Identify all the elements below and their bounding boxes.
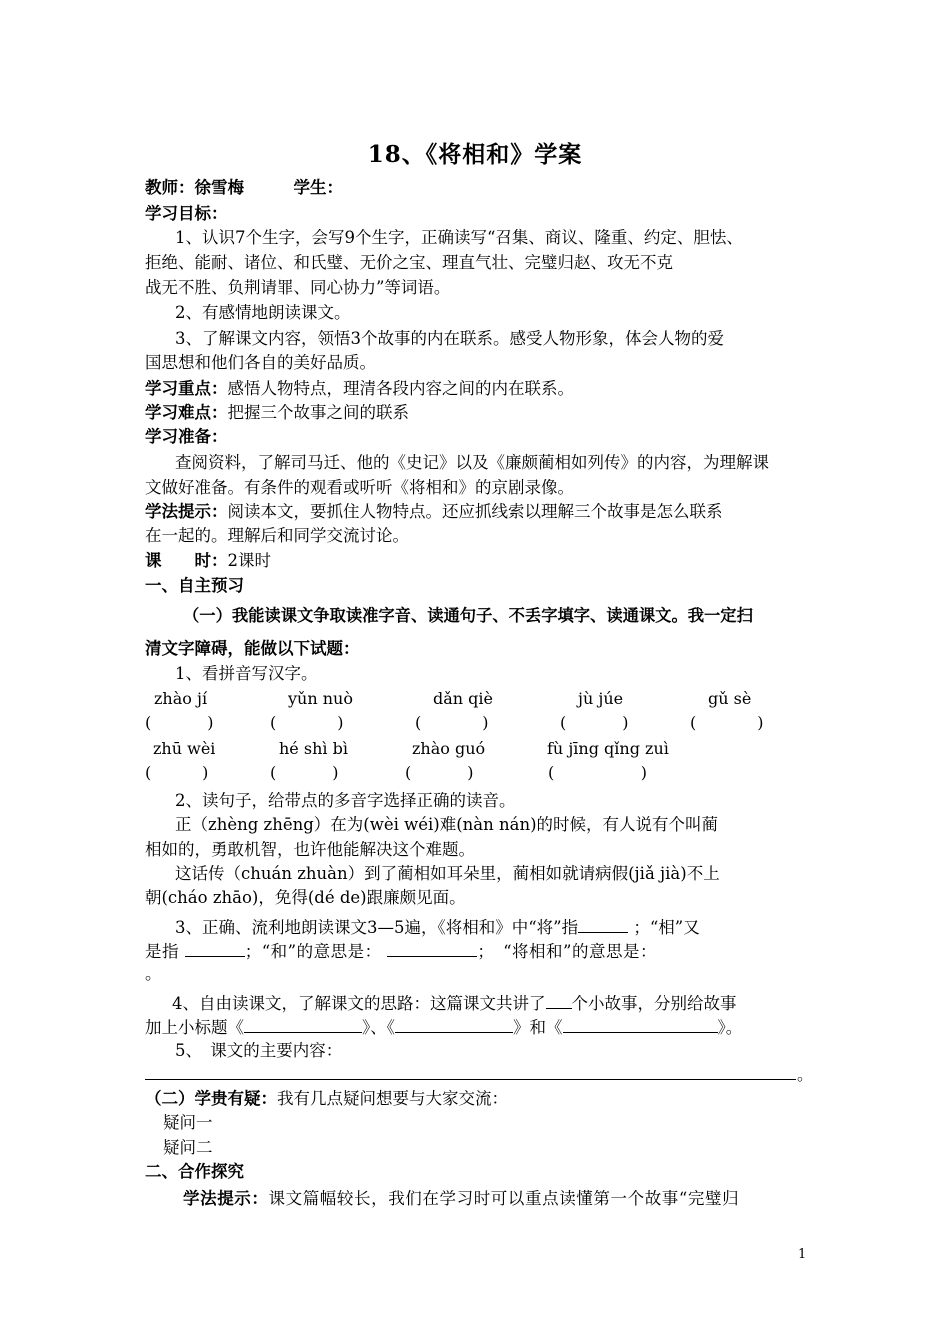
goal-1-line-a: 1、认识7个生字，会写9个生字，正确读写“召集、商议、隆重、约定、胆怯、 [175, 228, 743, 247]
question-4-text-b2: 》、《 [362, 1018, 395, 1037]
question-1: 1、看拼音写汉字。 [175, 664, 318, 683]
goal-3-line-a: 3、了解课文内容，领悟3个故事的内在联系。感受人物形象，体会人物的爱 [175, 329, 724, 348]
fill-blank-subtitle-2[interactable] [395, 1014, 513, 1033]
method-2-line [183, 1187, 848, 1211]
period-text: 2课时 [227, 551, 271, 570]
doubt-1: 疑问一 [163, 1113, 213, 1132]
pinyin-2-2: hé shì bì [279, 739, 348, 758]
pinyin-1-1: zhào jí [154, 689, 208, 708]
question-3-line-a [175, 914, 810, 940]
difficulty-text: 把握三个故事之间的联系 [227, 403, 409, 422]
difficulty-label: 学习难点： [145, 403, 228, 422]
difficulty-line [145, 401, 810, 425]
answer-blank-1-1[interactable]: ( ) [145, 713, 214, 732]
question-4-text-a2: 个小故事，分别给故事 [571, 994, 737, 1013]
page-title: 18、《将相和》学案 [367, 141, 583, 168]
pinyin-1-5: gǔ sè [708, 689, 752, 708]
sub-1-line-b: 清文字障碍，能做以下试题： [145, 639, 360, 658]
answer-blank-1-4[interactable]: ( ) [560, 713, 629, 732]
fill-blank-xiang[interactable] [185, 938, 245, 957]
prep-line-b: 文做好准备。有条件的观看或听听《将相和》的京剧录像。 [145, 478, 574, 497]
answer-blank-2-4[interactable]: ( ) [548, 763, 647, 782]
question-4-text-b4: 》。 [717, 1018, 743, 1037]
fill-blank-he[interactable] [387, 938, 477, 957]
method-text-a: 阅读本文，要抓住人物特点。还应抓线索以理解三个故事是怎么联系 [227, 502, 723, 521]
question-3-line-c: 。 [145, 964, 162, 983]
question-4-text-b3: 》和《 [513, 1018, 563, 1037]
question-3-text-b2: ；“和”的意思是： [244, 942, 382, 961]
doubt-2: 疑问二 [163, 1138, 213, 1157]
goal-2: 2、有感情地朗读课文。 [175, 303, 351, 322]
sub-1-line-a: （一）我能读课文争取读准字音、读通句子、不丢字填字、读通课文。我一定扫 [183, 606, 753, 625]
fill-blank-subtitle-1[interactable] [244, 1014, 362, 1033]
question-5: 5、 课文的主要内容： [175, 1041, 343, 1060]
goal-1-line-c: 战无不胜、负荆请罪、同心协力”等词语。 [145, 278, 451, 297]
method-line-b: 在一起的。理解后和同学交流讨论。 [145, 526, 409, 545]
section-2-heading: 二、合作探究 [145, 1162, 244, 1181]
method-2-text: 课文篇幅较长，我们在学习时可以重点读懂第一个故事“完璧归 [268, 1189, 740, 1208]
question-3-text-b3: ； “将相和”的意思是： [477, 942, 657, 961]
focus-label: 学习重点： [145, 379, 228, 398]
answer-blank-1-3[interactable]: ( ) [415, 713, 489, 732]
answer-blank-2-3[interactable]: ( ) [405, 763, 474, 782]
period-label: 课 时： [145, 551, 228, 570]
goals-heading: 学习目标： [145, 204, 228, 223]
focus-text: 感悟人物特点，理清各段内容之间的内在联系。 [227, 379, 574, 398]
sub-2-label: （二）学贵有疑： [145, 1089, 277, 1108]
question-4-line-a [172, 990, 837, 1016]
answer-blank-2-1[interactable]: ( ) [145, 763, 209, 782]
question-2-sentence-1-a: 正（zhèng zhēng）在为(wèi wéi)难(nàn nán)的时候，有人说有个叫蔺 [175, 815, 719, 834]
method-2-label: 学法提示： [183, 1189, 269, 1208]
pinyin-2-3: zhào guó [412, 739, 486, 758]
question-3-text-a: 3、正确、流利地朗读课文3—5遍，《将相和》中“将”指 [175, 918, 579, 937]
question-4-text-a1: 4、自由读课文，了解课文的思路：这篇课文共讲了 [172, 994, 546, 1013]
question-4-line-b [145, 1014, 810, 1040]
sub-2-text: 我有几点疑问想要与大家交流： [277, 1089, 508, 1108]
pinyin-2-1: zhū wèi [153, 739, 216, 758]
answer-blank-2-2[interactable]: ( ) [270, 763, 339, 782]
fill-blank-story-count[interactable] [546, 990, 572, 1009]
question-2-sentence-1-b: 相如的，勇敢机智，也许他能解决这个难题。 [145, 840, 475, 859]
prep-heading: 学习准备： [145, 427, 228, 446]
question-3-text-b1: 是指 [145, 942, 179, 961]
focus-line [145, 377, 810, 401]
question-3-line-b [145, 938, 810, 964]
method-line-a [145, 500, 810, 524]
period-line [145, 549, 810, 573]
section-1-heading: 一、自主预习 [145, 576, 244, 595]
pinyin-1-3: dǎn qiè [433, 689, 493, 708]
question-2-sentence-2-b: 朝(cháo zhāo)，免得(dé de)跟廉颇见面。 [145, 888, 466, 907]
fill-blank-subtitle-3[interactable] [563, 1014, 718, 1033]
question-4-text-b1: 加上小标题《 [145, 1018, 244, 1037]
answer-blank-1-2[interactable]: ( ) [270, 713, 344, 732]
page-number: 1 [798, 1247, 807, 1262]
question-3-text-a2: ；“相”又 [633, 918, 700, 937]
answer-blank-1-5[interactable]: ( ) [690, 713, 764, 732]
goal-3-line-b: 国思想和他们各自的美好品质。 [145, 353, 376, 372]
question-2: 2、读句子，给带点的多音字选择正确的读音。 [175, 791, 516, 810]
question-2-sentence-2-a: 这话传（chuán zhuàn）到了蔺相如耳朵里，蔺相如就请病假(jiǎ jià)不上 [175, 864, 720, 883]
main-content-answer-line[interactable] [145, 1079, 796, 1080]
method-label: 学法提示： [145, 502, 228, 521]
fill-blank-jiang[interactable] [578, 914, 628, 933]
answer-line-end: 。 [797, 1065, 814, 1084]
prep-line-a: 查阅资料，了解司马迁、他的《史记》以及《廉颇蔺相如列传》的内容，为理解课 [175, 453, 769, 472]
sub-2-line [145, 1087, 810, 1111]
goal-1-line-b: 拒绝、能耐、诸位、和氏璧、无价之宝、理直气壮、完璧归赵、攻无不克 [145, 253, 673, 272]
pinyin-1-4: jù júe [578, 689, 624, 708]
pinyin-1-2: yǔn nuò [288, 689, 353, 708]
pinyin-2-4: fù jīng qǐng zuì [547, 739, 669, 758]
teacher-line: 教师：徐雪梅 学生： [145, 178, 343, 197]
